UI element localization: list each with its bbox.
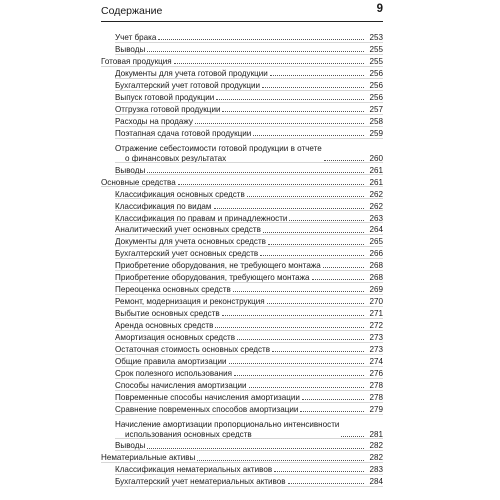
toc-subsection-entry[interactable]	[101, 91, 383, 103]
toc-entry-page-number: 258	[369, 117, 383, 127]
toc-entry-page-number: 256	[369, 93, 383, 103]
toc-entry-page-number: 262	[369, 189, 383, 199]
dot-leader	[341, 436, 364, 437]
dot-leader	[260, 255, 364, 256]
toc-entry-page-number: 282	[369, 441, 383, 451]
toc-subsection-entry[interactable]	[101, 283, 383, 295]
toc-subsection-entry[interactable]	[101, 475, 383, 487]
toc-subsection-entry[interactable]	[101, 367, 383, 379]
toc-subsection-entry[interactable]	[101, 43, 383, 55]
toc-entry-title: Сравнение повременных способов амортизации	[115, 405, 299, 415]
toc-entry-page-number: 261	[369, 177, 383, 187]
toc-subsection-entry[interactable]	[101, 187, 383, 199]
toc-entry-title: Поэтапная сдача готовой продукции	[115, 129, 252, 139]
toc-entry-title-line-1: Начисление амортизации пропорционально интенсивности	[115, 419, 340, 429]
toc-entry-page-number: 269	[369, 285, 383, 295]
toc-subsection-entry[interactable]	[101, 79, 383, 91]
toc-entry-page-number: 259	[369, 129, 383, 139]
toc-subsection-entry[interactable]	[101, 115, 383, 127]
toc-subsection-entry[interactable]	[101, 223, 383, 235]
dot-leader	[147, 448, 364, 449]
row-divider	[115, 486, 383, 487]
toc-entry-title: Классификация по видам	[115, 201, 212, 211]
toc-entry-page-number: 261	[369, 165, 383, 175]
toc-entry-title: Документы для учета готовой продукции	[115, 69, 268, 79]
toc-section-entry[interactable]	[101, 451, 383, 463]
dot-leader	[263, 232, 364, 233]
toc-entry-title: Классификация по правам и принадлежности	[115, 213, 288, 223]
dot-leader	[267, 303, 364, 304]
dot-leader	[197, 460, 364, 461]
toc-entry-title: Общие правила амортизации	[115, 357, 227, 367]
dot-leader	[300, 411, 364, 412]
toc-subsection-entry[interactable]	[101, 259, 383, 271]
toc-subsection-entry[interactable]	[101, 463, 383, 475]
toc-entry-title: Приобретение оборудования, не требующего монтажа	[115, 261, 321, 271]
toc-entry-title: Срок полезного использования	[115, 369, 233, 379]
toc-entry-page-number: 253	[369, 33, 383, 43]
toc-entry-page-number: 281	[369, 429, 383, 439]
toc-entry-page-number: 264	[369, 225, 383, 235]
toc-entry-title: Учет брака	[115, 33, 157, 43]
toc-entry-page-number: 272	[369, 321, 383, 331]
toc-subsection-entry[interactable]	[101, 403, 383, 415]
dot-leader	[147, 172, 364, 173]
toc-entry-page-number: 266	[369, 249, 383, 259]
toc-entry-title: Отгрузка готовой продукции	[115, 105, 221, 115]
toc-entry-body	[115, 144, 365, 163]
toc-entry-title: Амортизация основных средств	[115, 333, 236, 343]
toc-entry-page-number: 268	[369, 261, 383, 271]
toc-subsection-entry[interactable]	[101, 319, 383, 331]
toc-subsection-entry[interactable]	[101, 307, 383, 319]
toc-entry-page-number: 271	[369, 309, 383, 319]
toc-entry-title: Переоценка основных средств	[115, 285, 231, 295]
dot-leader	[272, 351, 364, 352]
toc-entry-page-number: 278	[369, 393, 383, 403]
dot-leader	[174, 63, 364, 64]
toc-subsection-entry[interactable]	[101, 343, 383, 355]
toc-entry-title: Расходы на продажу	[115, 117, 193, 127]
toc-entry-title: Бухгалтерский учет основных средств	[115, 249, 259, 259]
dot-leader	[158, 39, 364, 40]
toc-entry-title: Нематериальные активы	[101, 453, 196, 463]
toc-entry-page-number: 270	[369, 297, 383, 307]
toc-entry-page-number: 257	[369, 105, 383, 115]
dot-leader	[195, 123, 364, 124]
toc-entry-title: Основные средства	[101, 177, 176, 187]
toc-entry-page-number: 260	[369, 153, 383, 163]
toc-entry-page-number: 284	[369, 477, 383, 487]
toc-subsection-entry[interactable]	[101, 355, 383, 367]
toc-subsection-entry[interactable]	[101, 103, 383, 115]
toc-entry-page-number: 278	[369, 381, 383, 391]
toc-entry-title: Остаточная стоимость основных средств	[115, 345, 271, 355]
toc-entry-page-number: 255	[369, 57, 383, 67]
toc-subsection-entry[interactable]	[101, 139, 383, 164]
toc-entry-title: Документы для учета основных средств	[115, 237, 266, 247]
toc-entry-title: Выпуск готовой продукции	[115, 93, 215, 103]
toc-entry-page-number: 256	[369, 69, 383, 79]
toc-subsection-entry[interactable]	[101, 127, 383, 139]
toc-entry-title: Классификация основных средств	[115, 189, 245, 199]
toc-subsection-entry[interactable]	[101, 415, 383, 440]
toc-subsection-entry[interactable]	[101, 331, 383, 343]
dot-leader	[302, 399, 364, 400]
dot-leader	[178, 184, 364, 185]
dot-leader	[234, 375, 364, 376]
toc-entry-title	[115, 144, 322, 163]
dot-leader	[323, 267, 364, 268]
toc-entry-title: Готовая продукция	[101, 57, 172, 67]
toc-entry-page-number: 262	[369, 201, 383, 211]
toc-subsection-entry[interactable]	[101, 295, 383, 307]
toc-entry-page-number: 274	[369, 357, 383, 367]
toc-entry-title: Выбытие основных средств	[115, 309, 220, 319]
toc-entry-page-number: 282	[369, 453, 383, 463]
dot-leader	[268, 244, 364, 245]
page-number: 9	[376, 3, 383, 15]
toc-entry-title: Бухгалтерский учет готовой продукции	[115, 81, 261, 91]
dot-leader	[262, 87, 364, 88]
toc-subsection-entry[interactable]	[101, 67, 383, 79]
dot-leader	[216, 99, 364, 100]
toc-subsection-entry[interactable]	[101, 391, 383, 403]
toc-entry-body	[115, 420, 365, 439]
toc-entry-title: Бухгалтерский учет нематериальных активов	[115, 477, 286, 487]
toc-entry-page-number: 276	[369, 369, 383, 379]
toc-subsection-entry[interactable]	[101, 211, 383, 223]
running-header	[101, 3, 383, 22]
toc-subsection-entry[interactable]	[101, 379, 383, 391]
toc-entry-title-line-2: о финансовых результатах	[125, 153, 227, 163]
toc-entry-title: Приобретение оборудования, требующего монтажа	[115, 273, 310, 283]
dot-leader	[233, 291, 364, 292]
dot-leader	[215, 327, 364, 328]
toc-subsection-entry[interactable]	[101, 247, 383, 259]
toc-entry-title: Повременные способы начисления амортизации	[115, 393, 300, 403]
toc-entry-title: Способы начисления амортизации	[115, 381, 247, 391]
toc-entry-title-line-2: использования основных средств	[125, 429, 252, 439]
toc-entry-title: Классификация нематериальных активов	[115, 465, 273, 475]
dot-leader	[270, 75, 364, 76]
dot-leader	[222, 315, 364, 316]
dot-leader	[253, 135, 364, 136]
running-header-title: Содержание	[101, 5, 163, 17]
table-of-contents	[101, 31, 383, 487]
toc-entry-page-number: 256	[369, 81, 383, 91]
dot-leader	[324, 160, 364, 161]
toc-subsection-entry[interactable]	[101, 271, 383, 283]
toc-entry-page-number: 265	[369, 237, 383, 247]
toc-subsection-entry[interactable]	[101, 31, 383, 43]
toc-entry-title	[115, 420, 339, 439]
toc-entry-page-number: 255	[369, 45, 383, 55]
dot-leader	[229, 363, 364, 364]
dot-leader	[222, 111, 364, 112]
dot-leader	[214, 208, 365, 209]
toc-entry-page-number: 268	[369, 273, 383, 283]
toc-section-entry[interactable]	[101, 55, 383, 67]
dot-leader	[237, 339, 364, 340]
toc-subsection-entry[interactable]	[101, 439, 383, 451]
dot-leader	[312, 279, 364, 280]
toc-entry-title: Аренда основных средств	[115, 321, 214, 331]
dot-leader	[274, 471, 364, 472]
dot-leader	[147, 51, 364, 52]
toc-entry-title-line-1: Отражение себестоимости готовой продукции в отчете	[115, 144, 322, 154]
toc-entry-title: Выводы	[115, 165, 146, 175]
dot-leader	[288, 483, 364, 484]
toc-section-entry[interactable]	[101, 175, 383, 187]
dot-leader	[247, 196, 364, 197]
toc-entry-title: Ремонт, модернизация и реконструкция	[115, 297, 265, 307]
toc-entry-page-number: 283	[369, 465, 383, 475]
toc-subsection-entry[interactable]	[101, 163, 383, 175]
toc-subsection-entry[interactable]	[101, 199, 383, 211]
dot-leader	[289, 220, 364, 221]
toc-entry-page-number: 263	[369, 213, 383, 223]
toc-entry-page-number: 279	[369, 405, 383, 415]
toc-entry-page-number: 273	[369, 345, 383, 355]
toc-entry-title: Выводы	[115, 441, 146, 451]
toc-entry-page-number: 273	[369, 333, 383, 343]
toc-subsection-entry[interactable]	[101, 235, 383, 247]
dot-leader	[249, 387, 364, 388]
toc-entry-title: Аналитический учет основных средств	[115, 225, 261, 235]
toc-entry-title: Выводы	[115, 45, 146, 55]
